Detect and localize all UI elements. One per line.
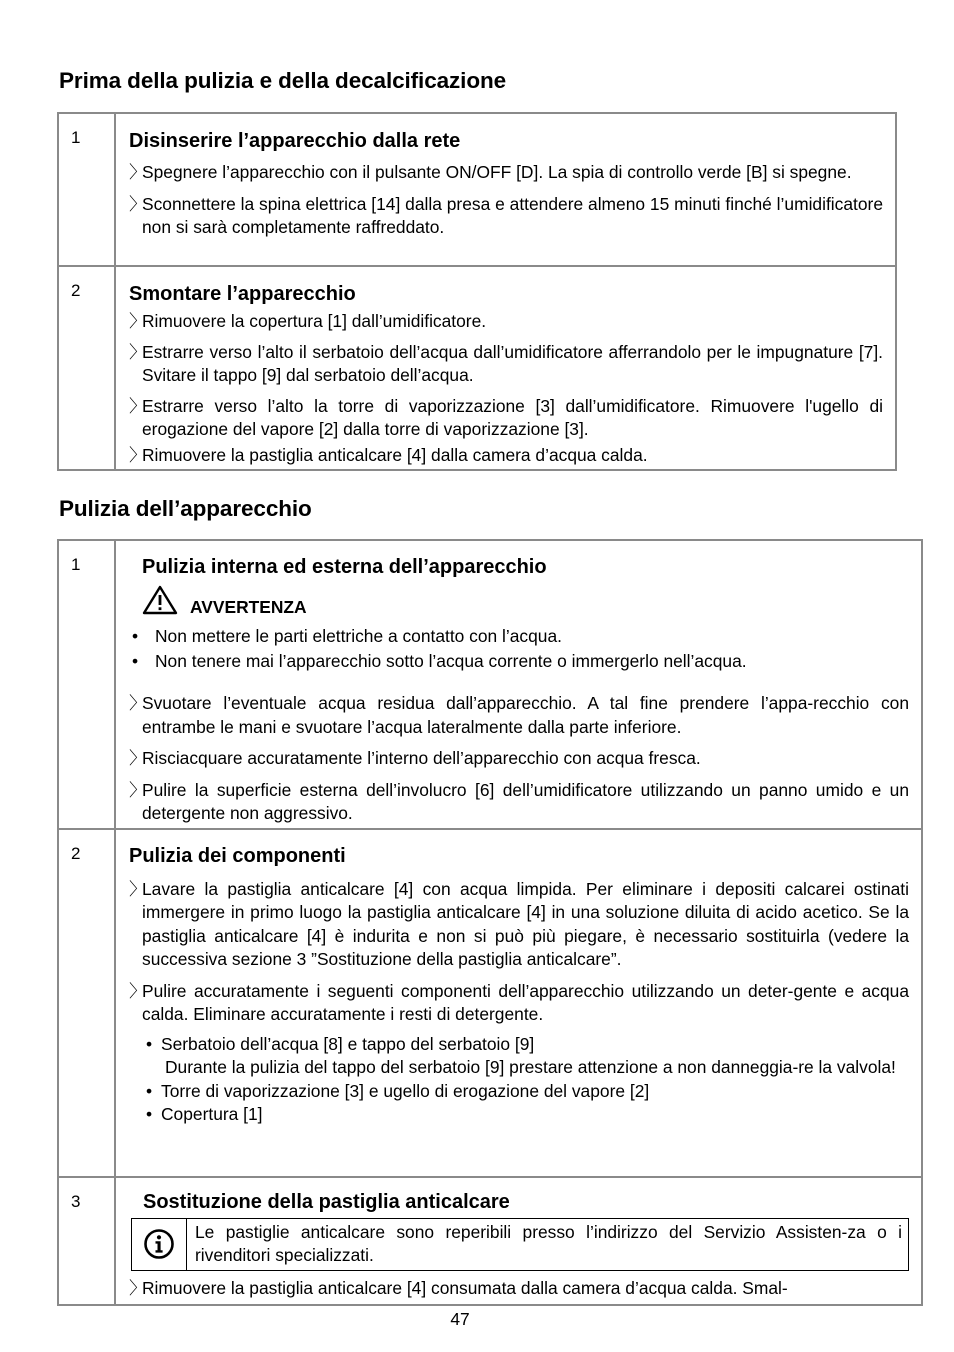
instruction-item: 〉 Rimuovere la pastiglia anticalcare [4] dalla camera d’acqua calda. <box>129 444 648 465</box>
instruction-item: 〉 Risciacquare accuratamente l’interno dell’apparecchio con acqua fresca. <box>129 748 701 768</box>
warning-triangle-icon <box>142 585 190 620</box>
list-item: • Serbatoio dell’acqua [8] e tappo del serbatoio [9] Durante la pulizia del tappo del serbatoio [9] prestare attenzione a non danneggia-re la valvola! <box>146 1033 896 1077</box>
step-title: Disinserire l’apparecchio dalla rete <box>129 130 461 152</box>
instruction-item: 〉 Estrarre verso l’alto la torre di vaporizzazione [3] dall’umidificatore. Rimuovere l'ugello di erogazione del vapore [2] dalla torre di vaporizzazione [3]. <box>129 395 883 439</box>
instruction-item: 〉 Pulire la superficie esterna dell’involucro [6] dell’umidificatore utilizzando un panno umido e un detergente non aggressivo. <box>129 779 909 823</box>
steps-table-before-cleaning <box>57 112 897 471</box>
step-title: Pulizia interna ed esterna dell’apparecchio <box>142 556 547 578</box>
table-row <box>58 113 896 266</box>
list-item: • Non mettere le parti elettriche a contatto con l’acqua. <box>132 626 562 646</box>
instruction-item: 〉 Lavare la pastiglia anticalcare [4] con acqua limpida. Per eliminare i depositi calcarei ostinati immergere in primo luogo la pastiglia anticalcare [4] in una soluzione diluita di acido acetico. Se la pastiglia anticalcare [4] è indurita e non si può più piegare, è necessario sostituirla (vedere la successiva sezione 3 ”Sostituzione della pastiglia anticalcare”. <box>129 878 909 969</box>
warning-header <box>129 585 909 620</box>
instruction-item: 〉 Rimuovere la pastiglia anticalcare [4] consumata dalla camera d’acqua calda. Smal- <box>129 1277 788 1298</box>
warning-label: AVVERTENZA <box>190 597 307 617</box>
component-list <box>129 1033 909 1127</box>
instruction-item: 〉 Rimuovere la copertura [1] dall’umidificatore. <box>129 311 487 331</box>
page-number: 47 <box>450 1309 470 1329</box>
table-row <box>58 540 922 829</box>
instruction-item: 〉 Sconnettere la spina elettrica [14] dalla presa e attendere almeno 15 minuti finché l’umidificatore non si sarà completamente raffreddato. <box>129 193 883 237</box>
step-title: Smontare l’apparecchio <box>129 283 356 305</box>
section-heading-cleaning: Pulizia dell’apparecchio <box>59 496 312 521</box>
list-item: • Copertura [1] <box>146 1104 263 1124</box>
step-title: Sostituzione della pastiglia anticalcare <box>143 1190 510 1213</box>
step-number: 3 <box>58 1177 115 1305</box>
info-circle-icon <box>132 1219 187 1270</box>
steps-table-cleaning <box>57 539 923 1306</box>
table-row <box>58 829 922 1177</box>
step-number: 2 <box>58 829 115 1177</box>
list-item: • Torre di vaporizzazione [3] e ugello di erogazione del vapore [2] <box>146 1080 650 1101</box>
section-heading-before-cleaning: Prima della pulizia e della decalcificazione <box>59 68 507 93</box>
step-title: Pulizia dei componenti <box>129 844 346 867</box>
instruction-item: 〉 Estrarre verso l’alto il serbatoio dell’acqua dall’umidificatore afferrandolo per le impugnature [7]. Svitare il tappo [9] dal serbatoio dell’acqua. <box>129 341 883 385</box>
info-text: Le pastiglie anticalcare sono reperibili presso l’indirizzo del Servizio Assisten-za o i rivenditori specializzati. <box>195 1221 902 1265</box>
info-box <box>131 1218 909 1271</box>
step-number: 1 <box>58 540 115 829</box>
list-item: • Non tenere mai l’apparecchio sotto l’acqua corrente o immergerlo nell’acqua. <box>132 651 747 671</box>
warning-list <box>129 624 909 674</box>
step-number: 1 <box>58 113 115 266</box>
table-row <box>58 266 896 470</box>
instruction-item: 〉 Svuotare l’eventuale acqua residua dall’apparecchio. A tal fine prendere l’appa-recchio con entrambe le mani e svuotare l’acqua lateralmente dalla parte inferiore. <box>129 693 909 737</box>
instruction-item: 〉 Pulire accuratamente i seguenti componenti dell’apparecchio utilizzando un deter-gente e acqua calda. Eliminare accuratamente i resti di detergente. <box>129 980 909 1024</box>
step-number: 2 <box>58 266 115 470</box>
instruction-item: 〉 Spegnere l’apparecchio con il pulsante ON/OFF [D]. La spia di controllo verde [B] si spegne. <box>129 162 852 182</box>
table-row <box>58 1177 922 1305</box>
